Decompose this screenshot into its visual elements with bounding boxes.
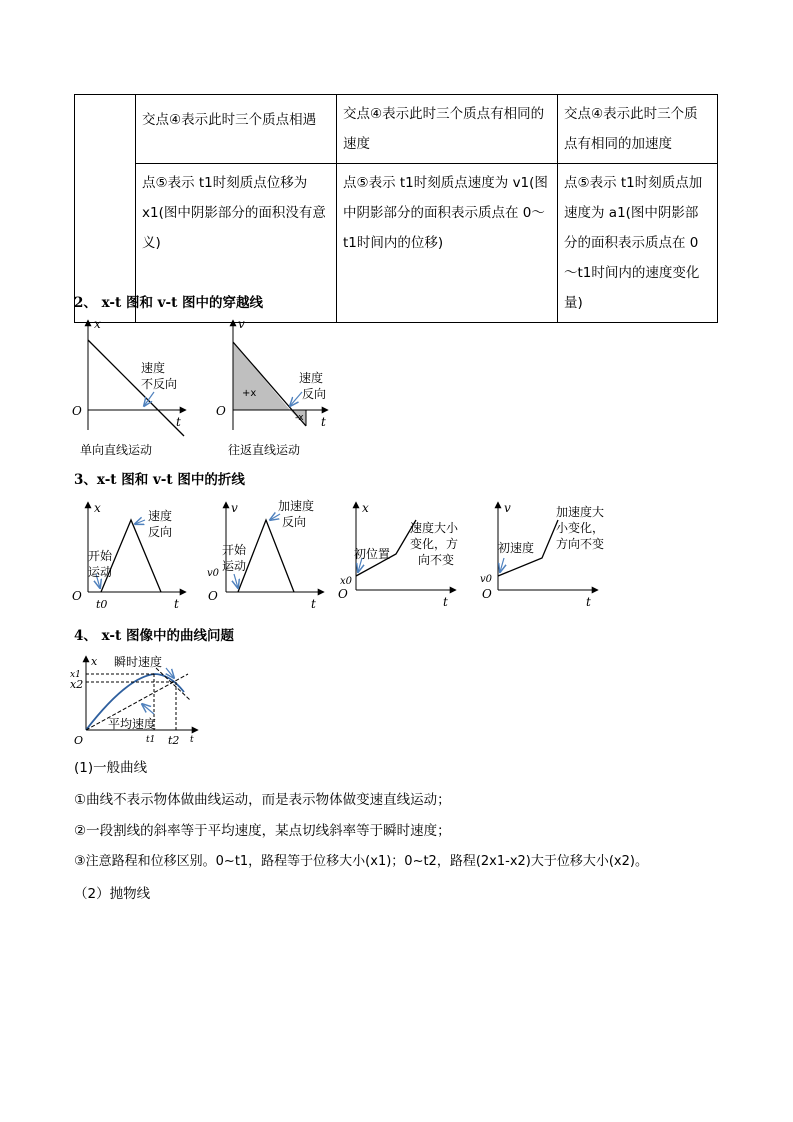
v0-label: v0	[207, 568, 220, 579]
x-t-single-direction-graph	[72, 317, 186, 457]
note-line1: 加速度	[278, 499, 315, 513]
paragraph: ①曲线不表示物体做曲线运动，而是表示物体做变速直线运动；	[74, 792, 451, 808]
note-line1: 速度	[299, 371, 324, 385]
table-cell: 交点④表示此时三个质点有相同的加速度	[558, 95, 718, 164]
x-t-curve-graph	[66, 652, 206, 752]
figure-caption: 单向直线运动	[80, 443, 153, 457]
start-line1: 开始	[88, 549, 113, 563]
axis-label-x: x	[94, 317, 101, 331]
start-line2: 运动	[222, 559, 247, 573]
broken-line-figures	[66, 490, 626, 615]
v-t-round-trip-graph	[216, 317, 328, 457]
crossing-line-figures	[66, 312, 356, 462]
figure-caption: 往返直线运动	[228, 443, 301, 457]
v-t-slope-change-graph	[480, 501, 604, 609]
axis-label-t: t	[311, 597, 316, 611]
initial-velocity-label: 初速度	[498, 541, 535, 555]
x-t-slope-change-graph	[338, 501, 459, 609]
table-cell: 点⑤表示 t1时刻质点加速度为 a1(图中阴影部分的面积表示质点在 0～t1时间内的速度变化量)	[558, 164, 718, 323]
axis-label-t: t	[321, 415, 326, 429]
origin-label: O	[208, 589, 218, 603]
start-line2: 运动	[88, 565, 113, 579]
note-line3: 方向不变	[556, 537, 605, 551]
table-cell: 交点④表示此时三个质点有相同的速度	[337, 95, 558, 164]
axis-label-t: t	[443, 595, 448, 609]
paragraph: ③注意路程和位移区别。0~t1，路程等于位移大小(x1)；0~t2，路程(2x1-x2)大于位移大小(x2)。	[74, 854, 648, 869]
section-heading: 4、 x-t 图像中的曲线问题	[74, 628, 234, 644]
table-cell: 点⑤表示 t1时刻质点速度为 v1(图中阴影部分的面积表示质点在 0～t1时间内的位移)	[337, 164, 558, 323]
comparison-table	[74, 94, 718, 323]
t1-label: t1	[146, 735, 156, 745]
initial-position-label: 初位置	[354, 547, 391, 561]
note-line1: 速度	[141, 361, 166, 375]
table-cell-empty	[75, 95, 136, 323]
note-line2: 变化，方	[410, 537, 459, 551]
section-heading: 3、x-t 图和 v-t 图中的折线	[74, 472, 245, 488]
axis-label-x: x	[362, 501, 369, 515]
axis-label-t: t	[190, 735, 194, 745]
paragraph: ②一段割线的斜率等于平均速度，某点切线斜率等于瞬时速度；	[74, 823, 451, 839]
origin-label: O	[74, 734, 84, 747]
instantaneous-velocity-label: 瞬时速度	[114, 655, 163, 669]
note-line1: 速度大小	[410, 521, 459, 535]
axis-label-t: t	[174, 597, 179, 611]
table-cell: 点⑤表示 t1时刻质点位移为 x1(图中阴影部分的面积没有意义)	[136, 164, 337, 323]
note-line2: 反向	[148, 525, 173, 539]
origin-label: O	[216, 404, 226, 418]
axis-label-v: v	[238, 317, 245, 331]
note-line2: 反向	[282, 515, 307, 529]
origin-label: O	[482, 587, 492, 601]
t2-label: t2	[168, 734, 180, 747]
axis-label-x: x	[91, 655, 98, 668]
v0-label: v0	[480, 574, 493, 585]
t0-label: t0	[96, 598, 108, 611]
table-cell: 交点④表示此时三个质点相遇	[136, 95, 337, 164]
v-t-polyline-graph	[207, 498, 324, 611]
axis-label-x: x	[94, 501, 101, 515]
x0-label: x0	[340, 576, 353, 587]
origin-label: O	[72, 404, 82, 418]
table-row	[75, 95, 718, 164]
subsection-title: （2）抛物线	[74, 886, 151, 902]
positive-area-label: +x	[242, 388, 257, 399]
axis-label-t: t	[586, 595, 591, 609]
note-line1: 速度	[148, 509, 173, 523]
negative-area-label: -x	[295, 413, 304, 423]
origin-label: O	[72, 589, 82, 603]
origin-label: O	[338, 587, 348, 601]
note-line1: 加速度大	[556, 505, 605, 519]
start-line1: 开始	[222, 543, 247, 557]
axis-label-t: t	[176, 415, 181, 429]
axis-label-v: v	[231, 501, 238, 515]
axis-label-v: v	[504, 501, 511, 515]
average-velocity-label: 平均速度	[108, 717, 157, 731]
x-t-polyline-graph	[72, 501, 186, 611]
note-line2: 小变化，	[556, 521, 605, 535]
subsection-title: (1)一般曲线	[74, 760, 148, 776]
note-line2: 反向	[302, 387, 327, 401]
x2-label: x2	[70, 678, 84, 691]
note-line2: 不反向	[141, 377, 178, 391]
x1-label: x1	[70, 670, 81, 680]
note-line3: 向不变	[418, 553, 455, 567]
section-heading: 2、 x-t 图和 v-t 图中的穿越线	[74, 295, 264, 311]
